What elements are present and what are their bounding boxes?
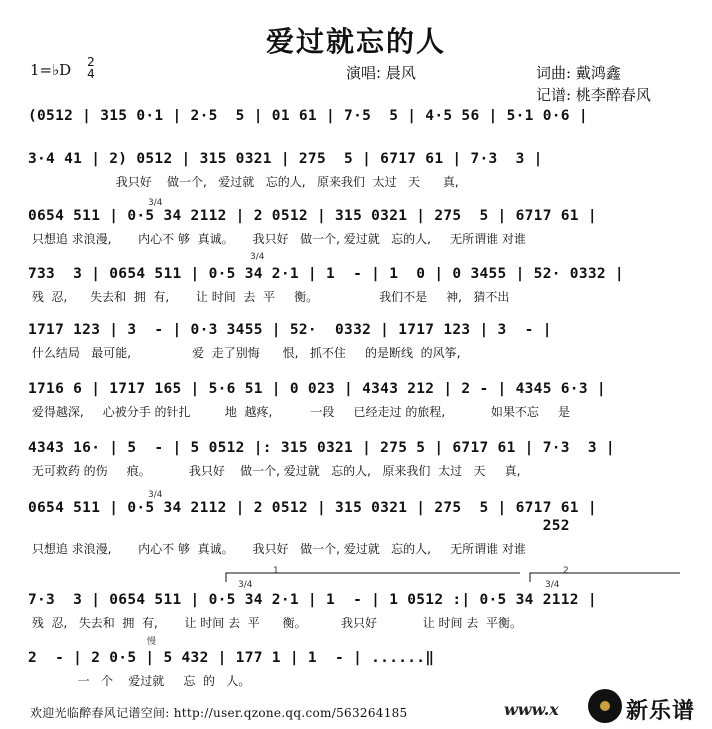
notation-line: 252	[28, 518, 570, 534]
notation-line: 2 - | 2 0·5 | 5 432 | 177 1 | 1 - | ......‖	[28, 650, 435, 666]
lyrics-line: 只想追 求浪漫, 内心不 够 真诚。 我只好 做一个, 爱过就 忘的人, 无所谓谁 对谁	[28, 542, 526, 556]
key-signature: 1=♭D	[30, 61, 72, 79]
notation-line: 4343 16· | 5 - | 5 0512 |: 315 0321 | 275 5 | 6717 61 | 7·3 3 |	[28, 440, 615, 456]
tempo-mark-slow: 慢	[147, 637, 157, 647]
meter-change-mark: 3/4	[238, 580, 253, 590]
notation-line: 0654 511 | 0·5 34 2112 | 2 0512 | 315 0321 | 275 5 | 6717 61 |	[28, 208, 597, 224]
brand-name: 新乐谱	[626, 699, 696, 724]
notation-line: 7·3 3 | 0654 511 | 0·5 34 2·1 | 1 - | 1 0512 :| 0·5 34 2112 |	[28, 592, 597, 608]
lyrics-line: 无可救药 的伤 痕。 我只好 做一个, 爱过就 忘的人, 原来我们 太过 天 真,	[28, 464, 521, 478]
notation-line: 1717 123 | 3 - | 0·3 3455 | 52· 0332 | 1717 123 | 3 - |	[28, 322, 552, 338]
site-logo	[504, 688, 704, 726]
notation-credit: 记谱: 桃李醉春风	[536, 86, 651, 104]
lyrics-line: 一 个 爱过就 忘 的 人。	[28, 674, 251, 688]
lyrics-line: 残 忍, 失去和 拥 有, 让 时间 去 平 衡。 我只好 让 时间 去 平衡。	[28, 616, 522, 630]
meter-change-mark: 3/4	[545, 580, 560, 590]
lyrics-line: 只想追 求浪漫, 内心不 够 真诚。 我只好 做一个, 爱过就 忘的人, 无所谓谁 对谁	[28, 232, 526, 246]
meter-change-mark: 3/4	[250, 252, 265, 262]
lyrics-line: 爱得越深, 心被分手 的针扎 地 越疼, 一段 已经走过 的旅程, 如果不忘 是	[28, 405, 570, 419]
meter-change-mark: 3/4	[148, 490, 163, 500]
volta-one-label: 1	[273, 566, 279, 576]
lyrics-line: 什么结局 最可能, 爱 走了别悔 恨, 抓不住 的是断线 的风筝,	[28, 346, 461, 360]
composer-credit: 词曲: 戴鸿鑫	[536, 64, 621, 82]
lyrics-line: 我只好 做一个, 爱过就 忘的人, 原来我们 太过 天 真,	[28, 175, 459, 189]
meter-change-mark: 3/4	[148, 198, 163, 208]
watermark-url: www.x	[504, 700, 559, 719]
notation-line: 733 3 | 0654 511 | 0·5 34 2·1 | 1 - | 1 0 | 0 3455 | 52· 0332 |	[28, 266, 624, 282]
notation-line: (0512 | 315 0·1 | 2·5 5 | 01 61 | 7·5 5 | 4·5 56 | 5·1 0·6 |	[28, 108, 588, 124]
singer-credit: 演唱: 晨风	[346, 64, 416, 82]
footer-text: 欢迎光临醉春风记谱空间: http://user.qzone.qq.com/563264185	[30, 706, 408, 720]
song-title: 爱过就忘的人	[265, 25, 446, 58]
volta-two-label: 2	[563, 566, 569, 576]
disc-icon	[588, 689, 622, 723]
lyrics-line: 残 忍, 失去和 拥 有, 让 时间 去 平 衡。 我们不是 神, 猜不出	[28, 290, 510, 304]
time-signature-top: 2	[87, 55, 95, 69]
notation-line: 0654 511 | 0·5 34 2112 | 2 0512 | 315 0321 | 275 5 | 6717 61 |	[28, 500, 597, 516]
notation-line: 3·4 41 | 2) 0512 | 315 0321 | 275 5 | 6717 61 | 7·3 3 |	[28, 151, 543, 167]
time-signature-bottom: 4	[87, 67, 95, 81]
notation-line: 1716 6 | 1717 165 | 5·6 51 | 0 023 | 4343 212 | 2 - | 4345 6·3 |	[28, 381, 606, 397]
